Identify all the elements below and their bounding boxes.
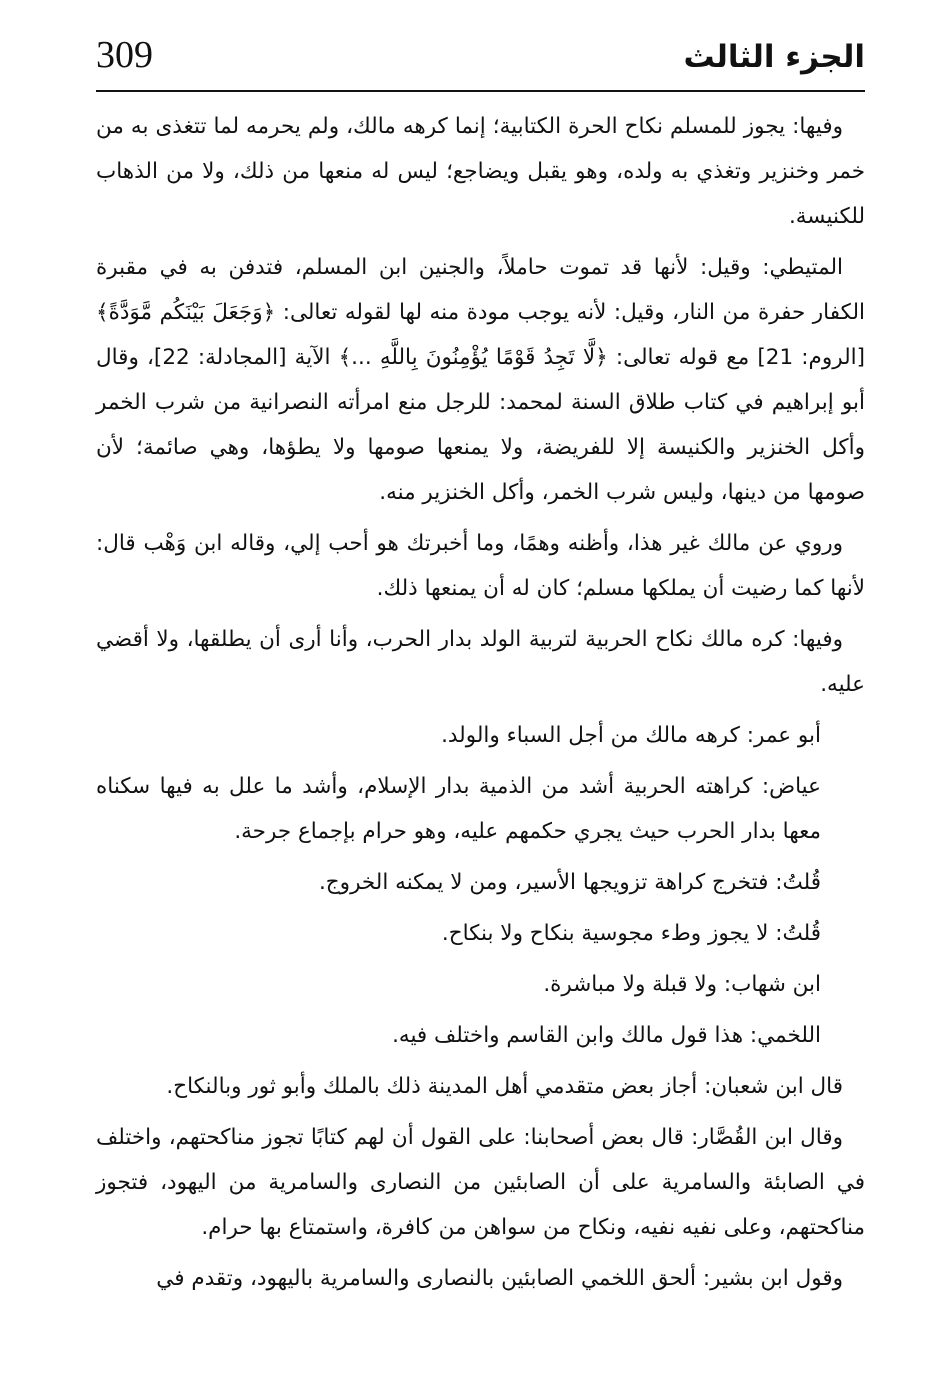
paragraph-10: اللخمي: هذا قول مالك وابن القاسم واختلف فيه. xyxy=(392,1023,821,1048)
paragraph-8: قُلتُ: لا يجوز وطء مجوسية بنكاح ولا بنكاح. xyxy=(441,921,821,946)
page-body xyxy=(96,104,865,1394)
paragraph-13: وقول ابن بشير: ألحق اللخمي الصابئين بالنصارى والسامرية باليهود، وتقدم في xyxy=(156,1266,843,1291)
paragraph-2: المتيطي: وقيل: لأنها قد تموت حاملاً، والجنين ابن المسلم، فتدفن به في مقبرة الكفار حفرة من النار، وقيل: لأنه يوجب مودة منه لها لقوله تعالى: ﴿وَجَعَلَ بَيْنَكُم مَّوَدَّةً﴾ [الروم: 21] مع قوله تعالى: ﴿لَّا تَجِدُ قَوْمًا يُؤْمِنُونَ بِاللَّهِ ...﴾ الآية [المجادلة: 22]، وقال أبو إبراهيم في كتاب طلاق السنة لمحمد: للرجل منع امرأته النصرانية من شرب الخمر وأكل الخنزير والكنيسة إلا للفريضة، ولا يمنعها صومها ولا يطؤها، وهي صائمة؛ لأن صومها من دينها، وليس شرب الخمر، وأكل الخنزير منه. xyxy=(96,255,865,505)
paragraph-11: قال ابن شعبان: أجاز بعض متقدمي أهل المدينة ذلك بالملك وأبو ثور وبالنكاح. xyxy=(166,1074,843,1099)
paragraph-7: قُلتُ: فتخرج كراهة تزويجها الأسير، ومن لا يمكنه الخروج. xyxy=(318,870,821,895)
paragraph-12: وقال ابن القُصَّار: قال بعض أصحابنا: على القول أن لهم كتابًا تجوز مناكحتهم، واختلف في الصابئة والسامرية على أن الصابئين من النصارى والسامرية من اليهود، فتجوز مناكحتهم، وعلى نفيه نفيه، ونكاح من سواهن من كافرة، واستمتاع بها حرام. xyxy=(96,1125,865,1240)
paragraph-5: أبو عمر: كرهه مالك من أجل السباء والولد. xyxy=(441,723,821,748)
paragraph-4: وفيها: كره مالك نكاح الحربية لتربية الولد بدار الحرب، وأنا أرى أن يطلقها، ولا أقضي عليه. xyxy=(96,627,865,697)
paragraph-3: وروي عن مالك غير هذا، وأظنه وهمًا، وما أخبرتك هو أحب إلي، وقاله ابن وَهْب قال: لأنها كما رضيت أن يملكها مسلم؛ كان له أن يمنعها ذلك. xyxy=(96,531,865,601)
paragraph-6: عياض: كراهته الحربية أشد من الذمية بدار الإسلام، وأشد ما علل به فيها سكناه معها بدار الحرب حيث يجري حكمهم عليه، وهو حرام بإجماع جرحة. xyxy=(96,774,821,844)
paragraph-9: ابن شهاب: ولا قبلة ولا مباشرة. xyxy=(543,972,821,997)
paragraph-1: وفيها: يجوز للمسلم نكاح الحرة الكتابية؛ إنما كرهه مالك، ولم يحرمه لما تتغذى به من خمر وخنزير وتغذي به ولده، وهو يقبل ويضاجع؛ ليس له منعها من ذلك، ولا من الذهاب للكنيسة. xyxy=(96,114,865,229)
page-number: 309 xyxy=(96,34,153,76)
running-title: الجزء الثالث xyxy=(683,39,865,75)
page-header xyxy=(96,28,865,92)
